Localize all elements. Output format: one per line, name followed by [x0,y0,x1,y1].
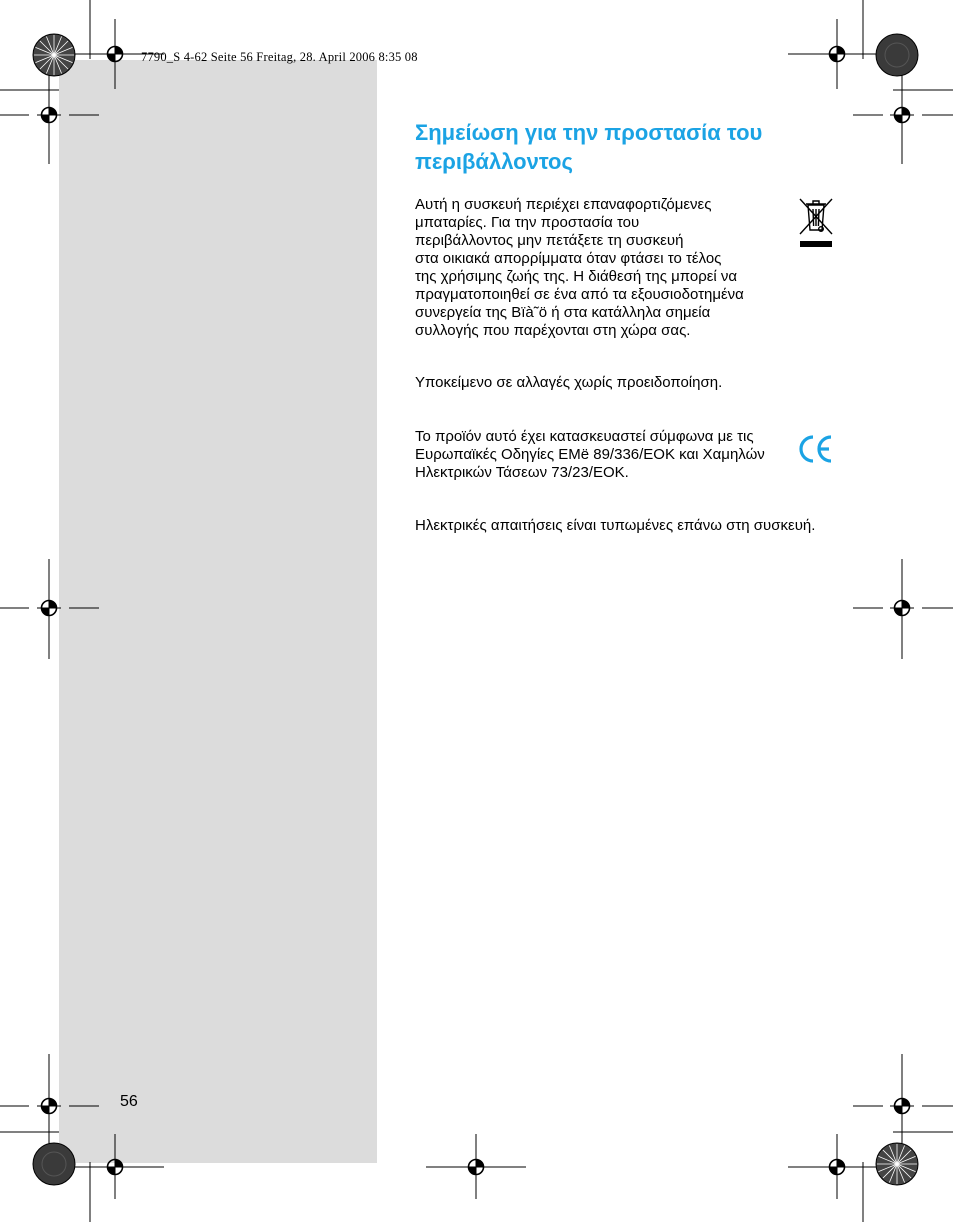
battery-line: συνεργεία της Bïà˜ö ή στα κατάλληλα σημεία [415,304,711,321]
battery-line: συλλογής που παρέχονται στη χώρα σας. [415,322,691,339]
battery-line: πραγματοποιηθεί σε ένα από τα εξουσιοδοτημένα [415,286,744,303]
title-line-1: Σημείωση για την προστασία του [415,120,763,145]
battery-line: της χρήσιμης ζωής της. Η διάθεσή της μπορεί να [415,268,738,285]
battery-line: στα οικιακά απορρίμματα όταν φτάσει το τέλος [415,250,722,267]
battery-line: Αυτή η συσκευή περιέχει επαναφορτιζόμενες [415,196,712,213]
ce-compliance-paragraph: Το προϊόν αυτό έχει κατασκευαστεί σύμφωνα με τις Ευρωπαϊκές Οδηγίες ΕΜë 89/336/ΕΟΚ και Χαμηλών Ηλεκτρικών Τάσεων 73/23/ΕΟΚ. [415,428,765,481]
battery-line: περιβάλλοντος μην πετάξετε τη συσκευή [415,232,684,249]
title-line-2: περιβάλλοντος [415,149,573,174]
battery-line: μπαταρίες. Για την προστασία του [415,214,640,231]
electrical-requirements-paragraph: Ηλεκτρικές απαιτήσεις είναι τυπωμένες επάνω στη συσκευή. [415,517,816,534]
notice-paragraph: Υποκείμενο σε αλλαγές χωρίς προειδοποίηση. [415,374,723,391]
print-header: 7790_S 4-62 Seite 56 Freitag, 28. April 2006 8:35 08 [141,50,418,64]
page-number: 56 [120,1093,138,1110]
